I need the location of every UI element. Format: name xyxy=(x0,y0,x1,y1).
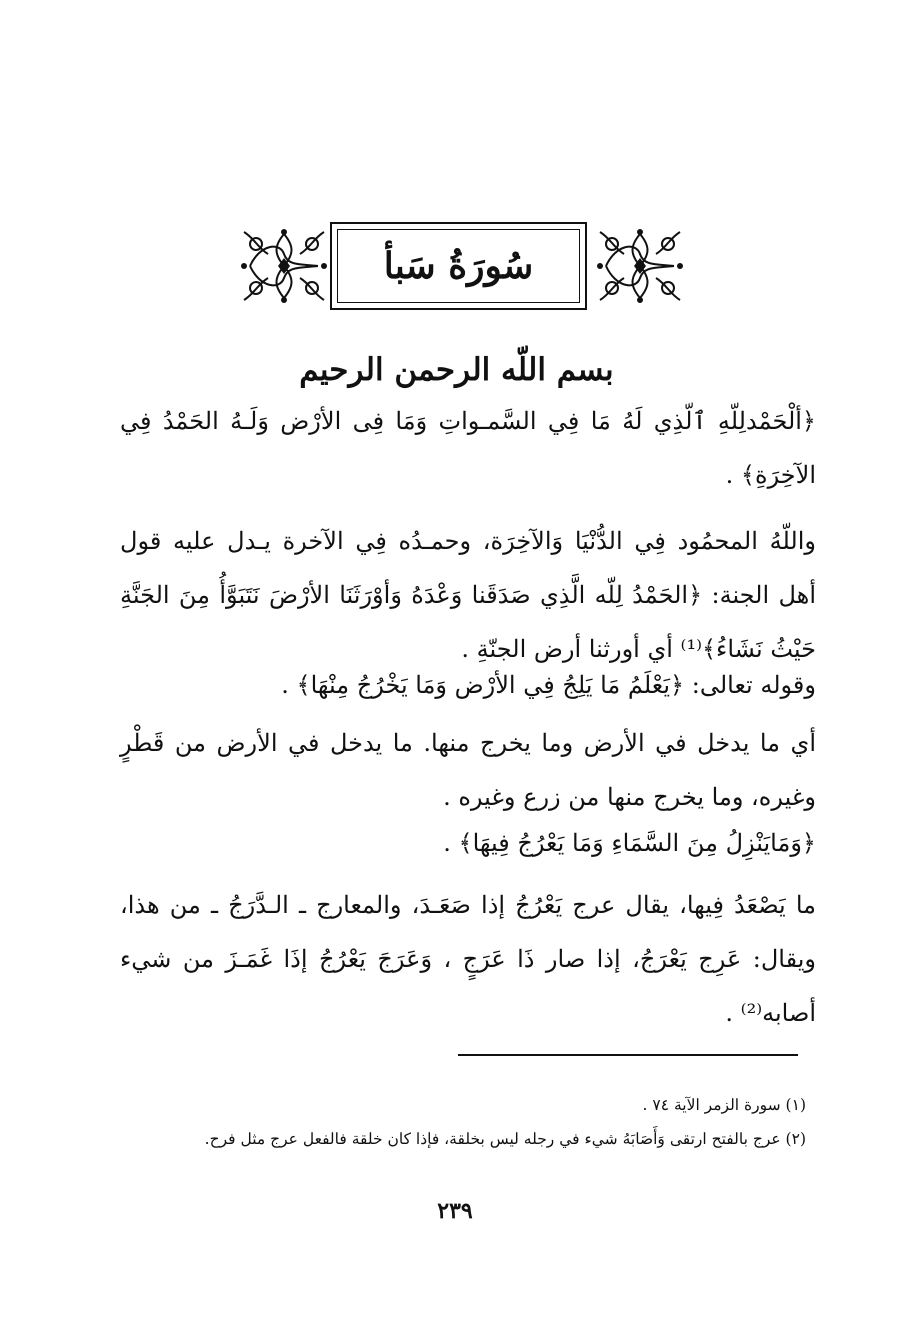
commentary-paragraph: ما يَصْعَدُ فِيها، يقال عرج يَعْرُجُ إذا صَعَـدَ، والمعارج ـ الـدَّرَجُ ـ من هذا، ويقال: عَرِج يَعْرَجُ، إذا صار ذَا عَرَجٍ ، وَعَرَجَ يَعْرُجُ إذَا غَمَـزَ من شيء أصابه⁽²⁾ . xyxy=(120,891,816,1027)
commentary-paragraph: واللّهُ المحمُود فِي الدُّنْيَا وَالآخِرَة، وحمـدُه فِي الآخرة يـدل عليه قول أهل الجنة: ﴿الحَمْدُ لِلّه الَّذِي صَدَقَنا وَعْدَهُ وَأوْرَثَنَا الأرْضَ نَتَبَوَّأُ مِنَ الجَنَّةِ حَيْثُ نَشَاءُ﴾⁽¹⁾ أي أورثنا أرض الجنّةِ . xyxy=(120,527,816,663)
floral-ornament-icon xyxy=(240,224,328,308)
commentary-paragraph: أي ما يدخل في الأرض وما يخرج منها. ما يدخل في الأرض من قَطْرٍ وغيره، وما يخرج منها من زرع وغيره . xyxy=(120,729,816,811)
verse-paragraph: وقوله تعالى: ﴿يَعْلَمُ مَا يَلِجُ فِي الأرْض وَمَا يَخْرُجُ مِنْهَا﴾ . xyxy=(281,671,816,699)
basmala-heading: بسم اللّه الرحمن الرحيم xyxy=(299,352,614,388)
footnote-2: (٢) عرج بالفتح ارتقى وَأَصَابَهُ شيء في رجله ليس بخلقة، فإذا كان خلقة فالفعل عرج مثل فرح. xyxy=(204,1130,806,1148)
footnote-divider xyxy=(458,1054,798,1056)
verse-paragraph: ﴿وَمَايَنْزِلُ مِنَ السَّمَاءِ وَمَا يَعْرُجُ فِيهَا﴾ . xyxy=(443,829,816,857)
verse-paragraph: ﴿ألْحَمْدلِلّهِ ٱلّذِي لَهُ مَا فِي السَّمـواتِ وَمَا فِى الأرْض وَلَـهُ الحَمْدُ فِي الآخِرَةِ﴾ . xyxy=(120,407,816,489)
surah-title-frame xyxy=(330,222,587,310)
page-number: ٢٣٩ xyxy=(437,1198,473,1224)
footnote-1: (١) سورة الزمر الآية ٧٤ . xyxy=(642,1096,806,1114)
surah-title: سُورَةُ سَبأ xyxy=(383,245,534,287)
floral-ornament-icon xyxy=(596,224,684,308)
